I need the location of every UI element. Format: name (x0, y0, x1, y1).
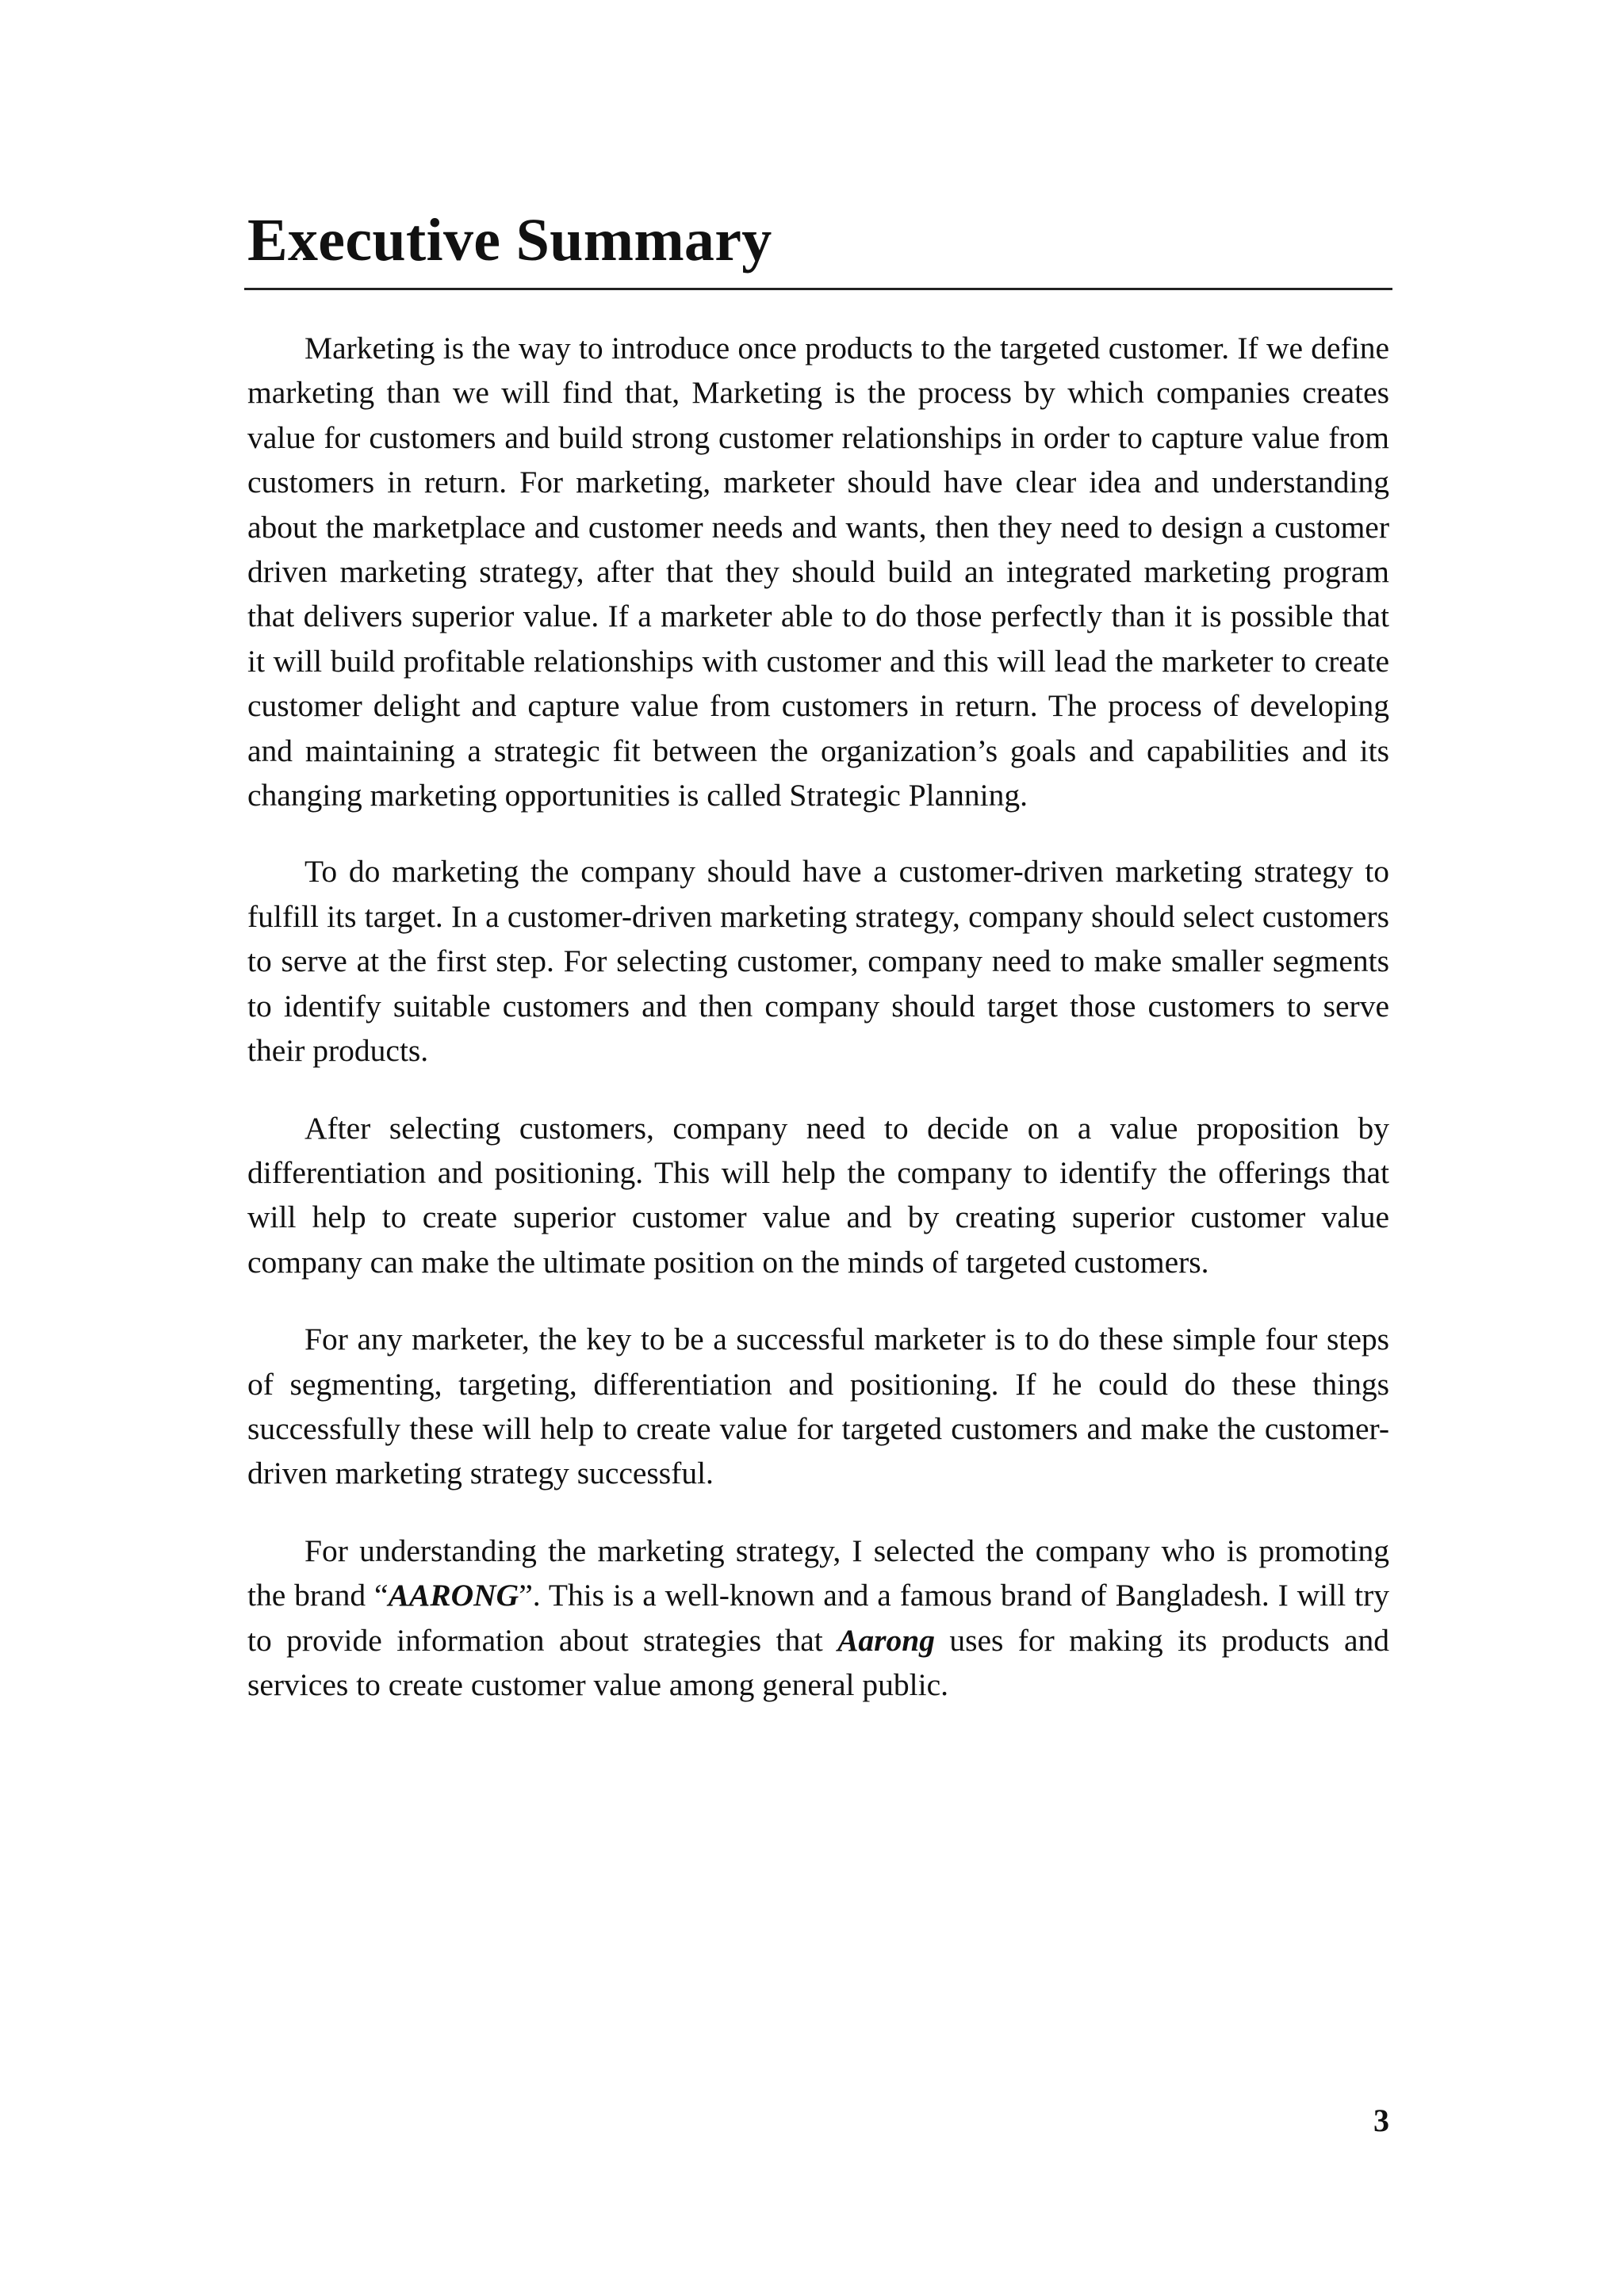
paragraph-text-part: uses for making its products and services to create customer value among general public. (247, 1622, 1390, 1702)
brand-name-caps: AARONG (388, 1578, 519, 1613)
paragraph-aarong-intro (247, 1529, 1389, 1708)
paragraph-customer-driven-strategy: To do marketing the company should have a customer-driven marketing strategy to fulfill its target. In a customer-driven marketing strategy, company should select customers to serve at the first step. For selecting customer, company need to make smaller segments to identify suitable customers and then company should target those customers to serve their products. (247, 854, 1389, 1069)
paragraph-four-steps: For any marketer, the key to be a successful marketer is to do these simple four steps of segmenting, targeting, differentiation and positioning. If he could do these things successfully these will help to create value for targeted customers and make the customer-driven marketing strategy successful. (247, 1322, 1389, 1491)
paragraph-value-proposition: After selecting customers, company need to decide on a value proposition by differentiation and positioning. This will help the company to identify the offerings that will help to create superior customer value and by creating superior customer value company can make the ultimate position on the minds of targeted customers. (247, 1110, 1389, 1280)
paragraph-text-part: For understanding the marketing strategy, I selected the company who is promoting the brand “ (247, 1533, 1389, 1613)
paragraph-marketing-definition: Marketing is the way to introduce once products to the targeted customer. If we define marketing than we will find that, Marketing is the process by which companies creates value for customers and build strong customer relationships in order to capture value from customers in return. For marketing, marketer should have clear idea and understanding about the marketplace and customer needs and wants, then they need to design a customer driven marketing strategy, after that they should build an integrated marketing program that delivers superior value. If a marketer able to do those perfectly than it is possible that it will build profitable relationships with customer and this will lead the marketer to create customer delight and capture value from customers in return. The process of developing and maintaining a strategic fit between the organization’s goals and capabilities and its changing marketing opportunities is called Strategic Planning. (247, 331, 1389, 813)
paragraph-text-part: ”. This is a well-known and a famous brand of Bangladesh. I will try to provide information about strategies that (247, 1578, 1389, 1658)
heading-divider (244, 288, 1392, 290)
page-number: 3 (1373, 2103, 1389, 2138)
page-title: Executive Summary (247, 207, 772, 274)
body-text (247, 326, 1389, 1739)
brand-name: Aarong (837, 1622, 936, 1658)
